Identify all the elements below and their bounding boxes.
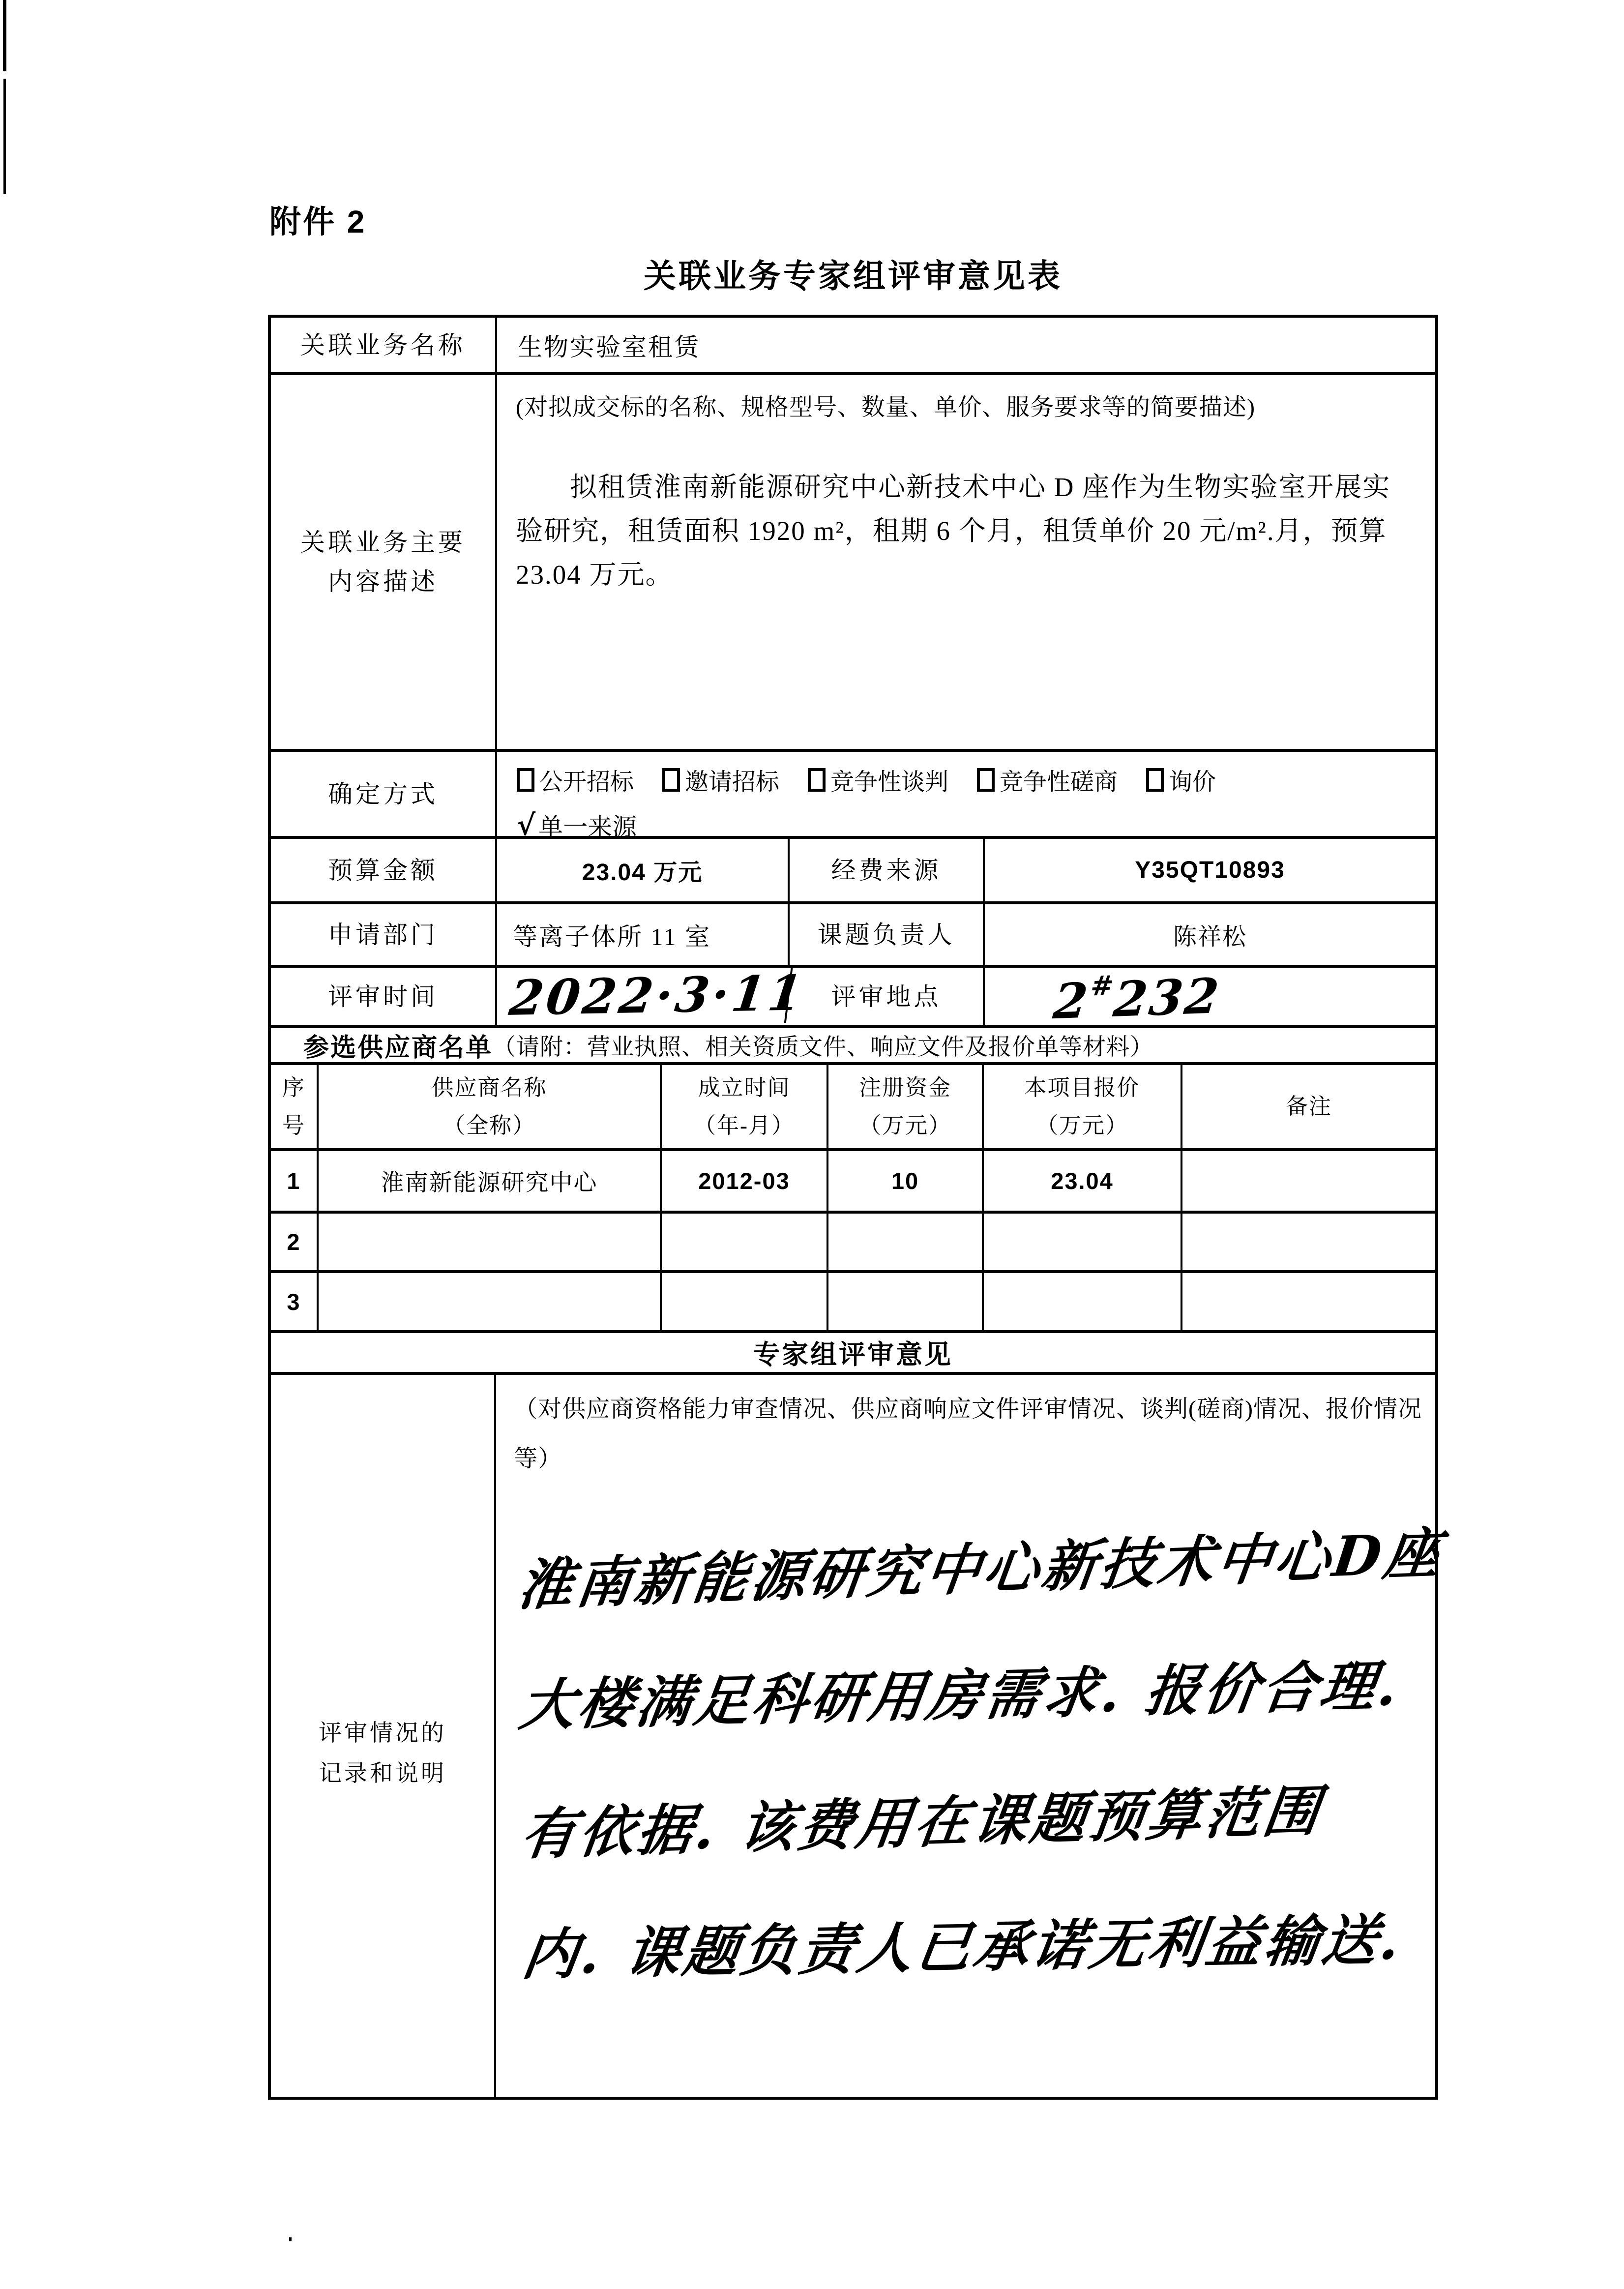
header-line: 本项目报价 — [1024, 1075, 1140, 1100]
header-line: 供应商名称 — [431, 1075, 547, 1100]
review-form-table — [268, 315, 1447, 2100]
main-content-cell — [497, 375, 1435, 749]
main-content-label-line1: 关联业务主要 — [300, 529, 466, 556]
determine-method-options — [497, 752, 1435, 842]
checkbox-icon — [517, 768, 534, 792]
supplier-cell-capital: 10 — [828, 1151, 984, 1211]
supplier-cell-founded — [662, 1273, 828, 1330]
option-competitive-consultation — [977, 763, 1118, 797]
supplier-section-title-bold: 参选供应商名单 — [303, 1034, 493, 1062]
supplier-cell-name — [319, 1214, 662, 1270]
review-record-label — [271, 1375, 496, 2097]
budget-row — [271, 839, 1435, 904]
supplier-cell-quote — [984, 1214, 1182, 1270]
supplier-section-title-note: （请附：营业执照、相关资质文件、响应文件及报价单等材料） — [493, 1035, 1154, 1060]
main-content-description: 拟租赁淮南新能源研究中心新技术中心 D 座作为生物实验室开展实验研究，租赁面积 1920 m²，租期 6 个月，租赁单价 20 元/m².月，预算 23.04 万元。 — [516, 472, 1391, 590]
option-label: 单一来源 — [538, 813, 637, 841]
checkbox-icon — [977, 768, 995, 792]
supplier-cell-quote: 23.04 — [984, 1151, 1182, 1211]
option-competitive-negotiation — [808, 763, 948, 797]
funding-source-value: Y35QT10893 — [1135, 857, 1285, 883]
header-line: 号 — [282, 1113, 305, 1138]
apply-department-label: 申请部门 — [271, 904, 497, 965]
review-record-label-line2: 记录和说明 — [319, 1761, 446, 1787]
handwritten-opinion — [511, 1502, 1446, 2015]
supplier-cell-name — [319, 1273, 662, 1330]
supplier-row-3 — [271, 1273, 1435, 1333]
option-inquiry — [1146, 763, 1216, 797]
expert-opinion-header-row — [271, 1333, 1435, 1375]
supplier-cell-name: 淮南新能源研究中心 — [319, 1151, 662, 1211]
supplier-cell-index: 3 — [271, 1273, 319, 1330]
project-leader-value: 陈祥松 — [1173, 924, 1247, 950]
expert-opinion-header: 专家组评审意见 — [753, 1340, 953, 1369]
header-line: （年-月） — [694, 1113, 795, 1138]
option-label: 竞争性谈判 — [830, 769, 949, 795]
review-place-superscript: # — [1089, 969, 1118, 1002]
supplier-cell-remark — [1182, 1214, 1435, 1270]
option-label: 邀请招标 — [685, 769, 780, 795]
option-label: 询价 — [1169, 769, 1216, 795]
budget-amount-value: 23.04 万元 — [497, 839, 790, 901]
main-content-label-line2: 内容描述 — [328, 568, 438, 595]
review-place-part: 232 — [1111, 968, 1223, 1029]
page-title: 关联业务专家组评审意见表 — [644, 258, 1063, 294]
supplier-header-index — [271, 1065, 319, 1148]
main-content-hint: (对拟成交标的名称、规格型号、数量、单价、服务要求等的简要描述) — [516, 394, 1255, 420]
header-line: （万元） — [858, 1113, 951, 1138]
scan-artifact-line — [3, 0, 6, 71]
business-name-row — [271, 318, 1435, 375]
supplier-cell-index: 2 — [271, 1214, 319, 1270]
review-record-row — [271, 1375, 1447, 2097]
check-mark-icon: √ — [517, 808, 536, 842]
option-invited-bidding — [662, 763, 779, 797]
option-label: 公开招标 — [539, 769, 634, 795]
review-time-value: 2022·3·11 — [494, 965, 793, 1028]
budget-amount-label: 预算金额 — [271, 839, 497, 901]
main-content-label — [271, 375, 497, 749]
handwritten-line: 淮南新能源研究中心新技术中心D座 — [514, 1520, 1447, 1618]
main-content-label-text — [300, 523, 466, 601]
project-leader-label: 课题负责人 — [790, 904, 985, 965]
supplier-header-name — [319, 1065, 662, 1148]
checkbox-icon — [808, 768, 826, 792]
review-place-part: 2 — [1051, 972, 1093, 1031]
supplier-cell-remark — [1182, 1151, 1435, 1211]
funding-source-label: 经费来源 — [790, 839, 985, 901]
supplier-cell-quote — [984, 1273, 1182, 1330]
review-place-value — [982, 960, 1438, 1033]
checkbox-icon — [1146, 768, 1164, 792]
supplier-row-1 — [271, 1151, 1435, 1214]
apply-department-value: 等离子体所 11 室 — [497, 904, 790, 965]
handwritten-line: 大楼满足科研用房需求. 报价合理. — [516, 1653, 1405, 1738]
header-line: （万元） — [1035, 1113, 1128, 1138]
review-time-row — [271, 965, 1435, 1031]
supplier-header-remark — [1182, 1065, 1435, 1148]
supplier-cell-founded: 2012-03 — [662, 1151, 828, 1211]
supplier-cell-remark — [1182, 1273, 1435, 1330]
option-single-source-selected — [517, 807, 1425, 843]
scan-artifact-line — [3, 79, 6, 194]
checkbox-icon — [662, 768, 680, 792]
review-place-label: 评审地点 — [790, 968, 985, 1025]
supplier-section-title — [271, 1028, 1435, 1062]
header-line: 备注 — [1285, 1094, 1332, 1119]
supplier-row-2 — [271, 1214, 1435, 1273]
header-line: 注册资金 — [858, 1075, 951, 1100]
determine-method-row — [271, 752, 1435, 842]
review-time-label: 评审时间 — [271, 968, 497, 1025]
attachment-label: 附件 2 — [269, 204, 367, 239]
header-line: 成立时间 — [698, 1075, 791, 1100]
supplier-header-founded — [662, 1065, 828, 1148]
determine-method-label: 确定方式 — [271, 752, 497, 836]
scan-speckle — [289, 2237, 292, 2241]
supplier-header-capital — [828, 1065, 984, 1148]
business-name-value: 生物实验室租赁 — [518, 333, 700, 361]
main-content-row — [271, 375, 1435, 752]
supplier-header-quote — [984, 1065, 1182, 1148]
review-record-label-line1: 评审情况的 — [319, 1721, 446, 1746]
supplier-cell-capital — [828, 1273, 984, 1330]
supplier-cell-index: 1 — [271, 1151, 319, 1211]
review-record-hint: （对供应商资格能力审查情况、供应商响应文件评审情况、谈判(磋商)情况、报价情况等） — [514, 1396, 1422, 1472]
determine-option-line — [517, 763, 1425, 797]
option-label: 竞争性磋商 — [1000, 769, 1118, 795]
supplier-cell-capital — [828, 1214, 984, 1270]
option-public-bidding — [517, 763, 634, 797]
header-line: 序 — [282, 1075, 305, 1100]
header-line: （全称） — [443, 1113, 535, 1138]
handwritten-line: 内. 课题负责人已承诺无利益输送. — [518, 1907, 1408, 1987]
department-row — [271, 904, 1435, 968]
business-name-label: 关联业务名称 — [271, 318, 497, 372]
supplier-cell-founded — [662, 1214, 828, 1270]
review-record-content — [496, 1375, 1455, 2097]
supplier-section-title-row — [271, 1028, 1435, 1065]
handwritten-line: 有依据. 该费用在课题预算范围 — [517, 1779, 1326, 1867]
supplier-header-row — [271, 1065, 1435, 1151]
